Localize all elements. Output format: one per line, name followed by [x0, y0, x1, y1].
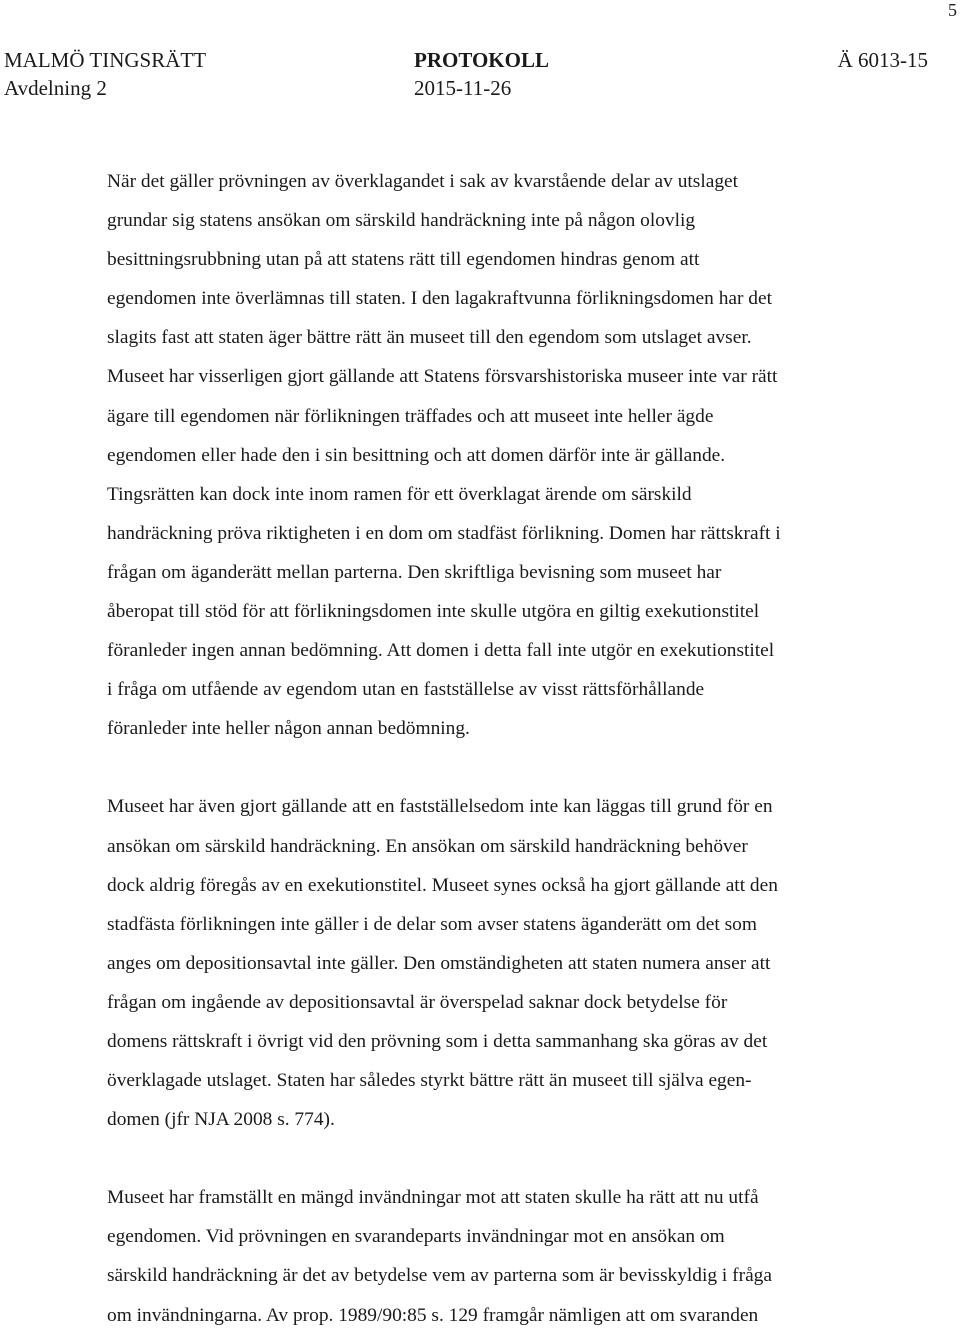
text-line: i fråga om utfående av egendom utan en fastställelse av visst rättsförhållande [107, 679, 705, 701]
document-header [4, 47, 928, 103]
text-line: handräckning pröva riktigheten i en dom om stadfäst förlikning. Domen har rättskraft i [107, 522, 781, 544]
text-line: ägare till egendomen när förlikningen träffades och att museet inte heller ägde [107, 405, 714, 427]
case-number: Ä 6013-15 [837, 48, 928, 72]
paragraph-2 [107, 787, 897, 1139]
header-row-2 [4, 75, 928, 103]
text-line: egendomen eller hade den i sin besittning och att domen därför inte är gällande. [107, 444, 726, 466]
text-line: frågan om äganderätt mellan parterna. Den skriftliga bevisning som museet har [107, 561, 722, 583]
text-line: grundar sig statens ansökan om särskild handräckning inte på någon olovlig [107, 210, 696, 232]
text-line: åberopat till stöd för att förlikningsdomen inte skulle utgöra en giltig exekutionstitel [107, 601, 760, 623]
text-line: särskild handräckning är det av betydelse vem av parterna som är bevisskyldig i fråga [107, 1265, 772, 1287]
header-row-1 [4, 47, 928, 75]
document-date: 2015-11-26 [414, 76, 512, 100]
court-name: MALMÖ TINGSRÄTT [4, 48, 207, 72]
text-line: ansökan om särskild handräckning. En ansökan om särskild handräckning behöver [107, 835, 748, 857]
text-line: föranleder ingen annan bedömning. Att domen i detta fall inte utgör en exekutionstitel [107, 640, 775, 662]
text-line: frågan om ingående av depositionsavtal är överspelad saknar dock betydelse för [107, 991, 728, 1013]
text-line: Tingsrätten kan dock inte inom ramen för ett överklagat ärende om särskild [107, 483, 692, 505]
text-line: Museet har visserligen gjort gällande att Statens försvarshistoriska museer inte var rätt [107, 366, 778, 388]
division-name: Avdelning 2 [4, 76, 107, 100]
text-line: domen (jfr NJA 2008 s. 774). [107, 1109, 335, 1131]
text-line: stadfästa förlikningen inte gäller i de delar som avser statens äganderätt om det som [107, 913, 757, 935]
document-type: PROTOKOLL [414, 48, 549, 72]
text-line: domens rättskraft i övrigt vid den prövning som i detta sammanhang ska göras av det [107, 1030, 768, 1052]
text-line: Museet har även gjort gällande att en fastställelsedom inte kan läggas till grund för en [107, 796, 773, 818]
text-line: Museet har framställt en mängd invändningar mot att staten skulle ha rätt att nu utfå [107, 1187, 759, 1209]
paragraph-3 [107, 1178, 897, 1334]
document-body [107, 162, 897, 1335]
text-line: föranleder inte heller någon annan bedömning. [107, 718, 470, 740]
text-line: överklagade utslaget. Staten har således styrkt bättre rätt än museet till själva egen- [107, 1070, 752, 1092]
page-number: 5 [948, 0, 957, 20]
text-line: besittningsrubbning utan på att statens rätt till egendomen hindras genom att [107, 249, 700, 271]
paragraph-1 [107, 162, 897, 748]
text-line: egendomen. Vid prövningen en svarandeparts invändningar mot en ansökan om [107, 1226, 725, 1248]
text-line: egendomen inte överlämnas till staten. I den lagakraftvunna förlikningsdomen har det [107, 288, 773, 310]
text-line: dock aldrig föregås av en exekutionstitel. Museet synes också ha gjort gällande att den [107, 874, 778, 896]
text-line: slagits fast att staten äger bättre rätt än museet till den egendom som utslaget avser. [107, 327, 752, 349]
text-line: När det gäller prövningen av överklagandet i sak av kvarstående delar av utslaget [107, 171, 739, 192]
text-line: anges om depositionsavtal inte gäller. Den omständigheten att staten numera anser att [107, 952, 771, 974]
text-line: om invändningarna. Av prop. 1989/90:85 s. 129 framgår nämligen att om svaranden [107, 1304, 759, 1326]
